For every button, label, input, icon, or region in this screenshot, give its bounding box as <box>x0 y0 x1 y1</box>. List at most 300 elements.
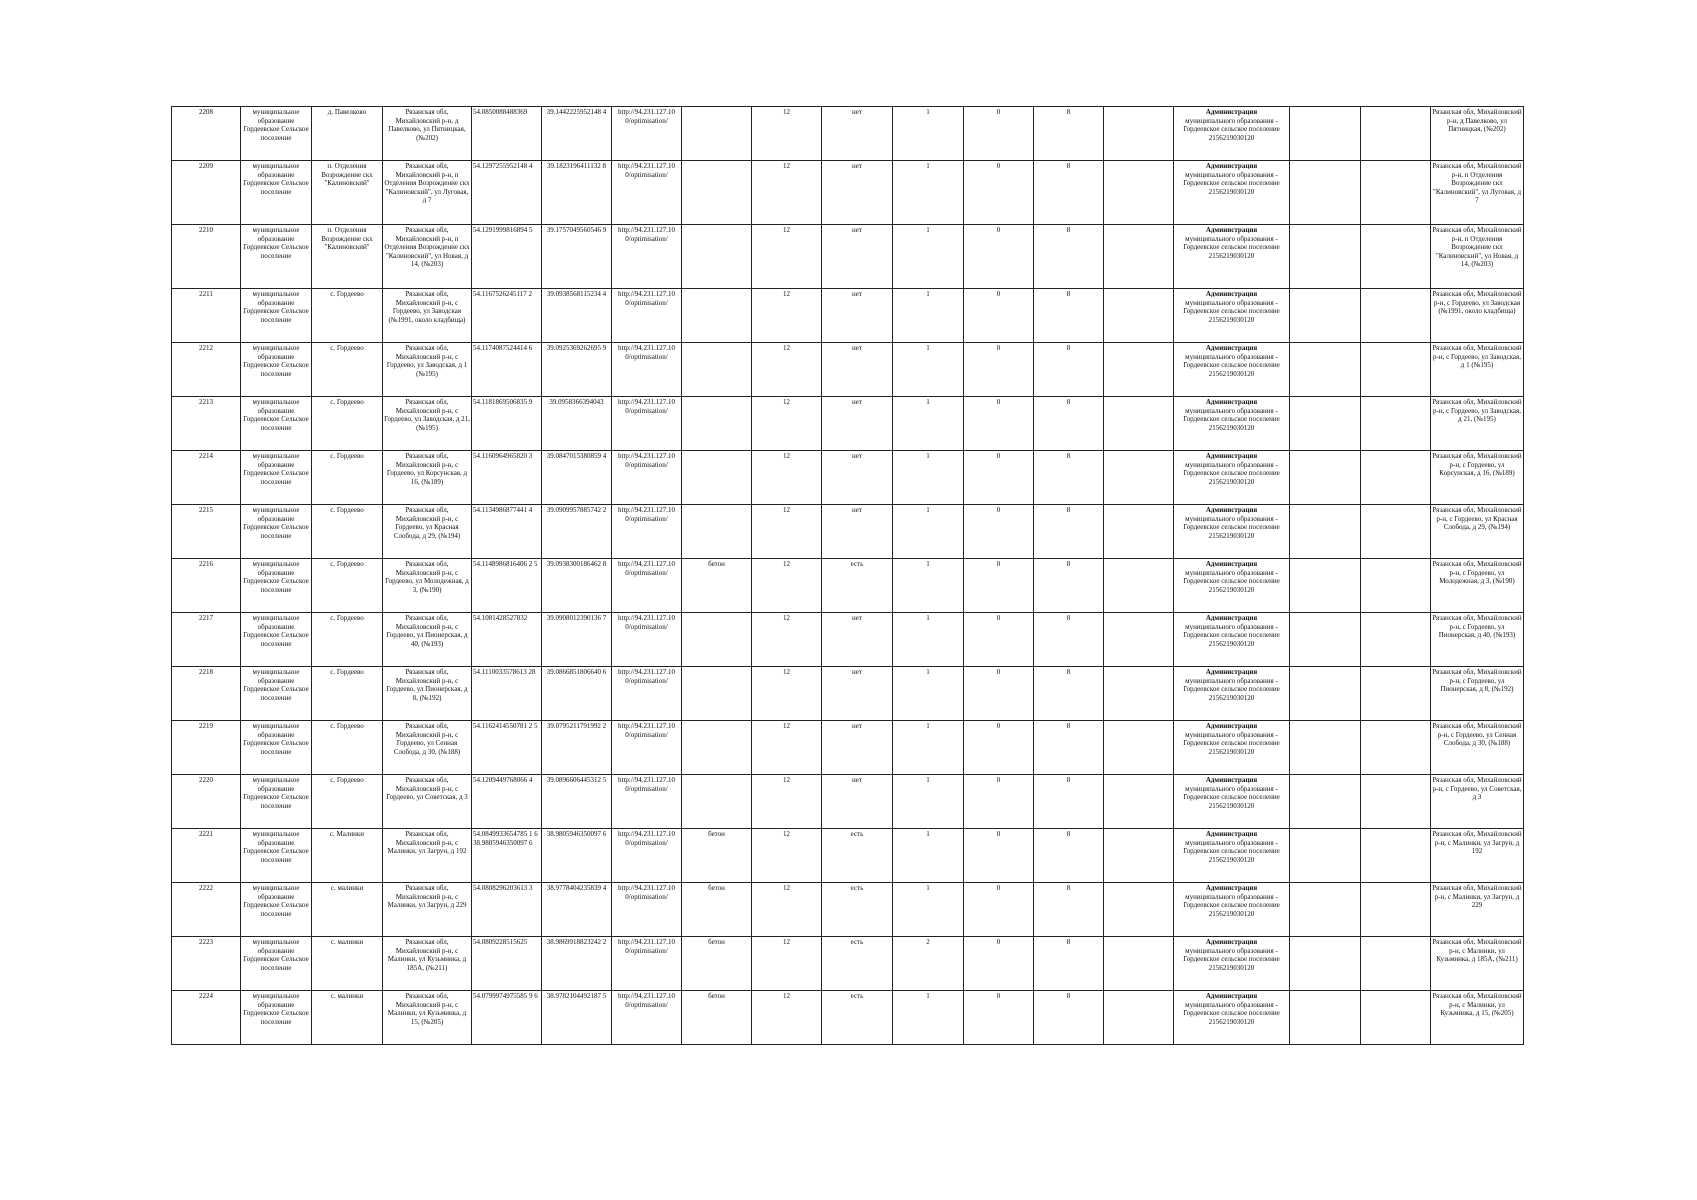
empty-cell <box>1361 107 1431 161</box>
count-2-cell: 0 <box>964 505 1034 559</box>
area-cell: 12 <box>752 451 822 505</box>
admin-line-2: муниципального образования - Гордеевское сельское поселение <box>1183 514 1280 532</box>
empty-cell <box>1361 991 1431 1045</box>
longitude-cell: 39.0908012390136 7 <box>542 613 612 667</box>
container-address-cell: Рязанская обл, Михайловский р-н, п Отделения Возрождение скх "Калиновский", ул Новая, д 14, (№203) <box>1431 225 1524 289</box>
admin-line-3: 2156219030120 <box>1208 639 1255 648</box>
count-2-cell: 0 <box>964 667 1034 721</box>
longitude-cell: 38.9782104492187 5 <box>542 991 612 1045</box>
table-row <box>172 937 1524 991</box>
container-address-cell: Рязанская обл, Михайловский р-н, с Гордеево, ул Сенная Слобода, д 30, (№188) <box>1431 721 1524 775</box>
address-cell: Рязанская обл, Михайловский р-н, п Отделения Возрождение скх "Калиновский", ул Луговая, д 7 <box>383 161 472 225</box>
latitude-cell: 54.0850088488369 <box>472 107 542 161</box>
count-2-cell: 0 <box>964 343 1034 397</box>
table-row <box>172 225 1524 289</box>
area-cell: 12 <box>752 775 822 829</box>
area-cell: 12 <box>752 343 822 397</box>
count-2-cell: 0 <box>964 225 1034 289</box>
container-address-cell: Рязанская обл, Михайловский р-н, с Малинки, ул Кузьминка, д 185А, (№211) <box>1431 937 1524 991</box>
url-cell: http://94.231.127.10 0/optimisation/ <box>612 289 682 343</box>
admin-line-3: 2156219030120 <box>1208 801 1255 810</box>
row-number: 2224 <box>172 991 241 1045</box>
admin-cell <box>1174 991 1290 1045</box>
organization-cell: муниципальное образование Гордеевское Сельское поселение <box>241 505 312 559</box>
empty-cell <box>1290 883 1361 937</box>
empty-cell <box>1104 883 1174 937</box>
url-cell: http://94.231.127.10 0/optimisation/ <box>612 161 682 225</box>
empty-cell <box>1104 937 1174 991</box>
longitude-cell: 38.9778404235839 4 <box>542 883 612 937</box>
address-cell: Рязанская обл, Михайловский р-н, с Гордеево, ул Сенная Слобода, д 30, (№188) <box>383 721 472 775</box>
count-3-cell: 8 <box>1034 225 1104 289</box>
empty-cell <box>1361 829 1431 883</box>
empty-cell <box>1104 107 1174 161</box>
count-3-cell: 8 <box>1034 721 1104 775</box>
area-cell: 12 <box>752 559 822 613</box>
container-address-cell: Рязанская обл, Михайловский р-н, с Гордеево, ул Молодежная, д 3, (№190) <box>1431 559 1524 613</box>
url-cell: http://94.231.127.10 0/optimisation/ <box>612 397 682 451</box>
row-number: 2209 <box>172 161 241 225</box>
cover-cell <box>682 289 752 343</box>
organization-cell: муниципальное образование Гордеевское Сельское поселение <box>241 289 312 343</box>
row-number: 2216 <box>172 559 241 613</box>
count-2-cell: 0 <box>964 613 1034 667</box>
longitude-cell: 39.1823196411132 8 <box>542 161 612 225</box>
address-cell: Рязанская обл, Михайловский р-н, д Павелково, ул Пятницкая, (№202) <box>383 107 472 161</box>
empty-cell <box>1361 559 1431 613</box>
latitude-cell: 54.1174087524414 6 <box>472 343 542 397</box>
empty-cell <box>1104 559 1174 613</box>
locality-cell: с. Гордеево <box>312 397 383 451</box>
cover-cell: бетон <box>682 991 752 1045</box>
count-3-cell: 8 <box>1034 289 1104 343</box>
count-1-cell: 1 <box>893 775 964 829</box>
container-address-cell: Рязанская обл, Михайловский р-н, с Гордеево, ул Пионерская, д 8, (№192) <box>1431 667 1524 721</box>
cover-cell <box>682 775 752 829</box>
area-cell: 12 <box>752 613 822 667</box>
row-number: 2213 <box>172 397 241 451</box>
admin-line-1: Администрация <box>1205 108 1258 116</box>
latitude-cell: 54.0808296203613 3 <box>472 883 542 937</box>
admin-cell <box>1174 559 1290 613</box>
admin-line-1: Администрация <box>1205 830 1258 838</box>
organization-cell: муниципальное образование Гордеевское Сельское поселение <box>241 343 312 397</box>
address-cell: Рязанская обл, Михайловский р-н, с Гордеево, ул Пионерская, д 8, (№192) <box>383 667 472 721</box>
admin-line-3: 2156219030120 <box>1208 585 1255 594</box>
url-cell: http://94.231.127.10 0/optimisation/ <box>612 451 682 505</box>
organization-cell: муниципальное образование Гордеевское Сельское поселение <box>241 775 312 829</box>
organization-cell: муниципальное образование Гордеевское Сельское поселение <box>241 107 312 161</box>
cover-cell <box>682 225 752 289</box>
row-number: 2218 <box>172 667 241 721</box>
admin-line-3: 2156219030120 <box>1208 477 1255 486</box>
row-number: 2223 <box>172 937 241 991</box>
empty-cell <box>1104 505 1174 559</box>
row-number: 2212 <box>172 343 241 397</box>
count-1-cell: 1 <box>893 505 964 559</box>
empty-cell <box>1104 613 1174 667</box>
row-number: 2219 <box>172 721 241 775</box>
count-1-cell: 1 <box>893 721 964 775</box>
organization-cell: муниципальное образование Гордеевское Сельское поселение <box>241 937 312 991</box>
admin-line-2: муниципального образования - Гордеевское сельское поселение <box>1183 892 1280 910</box>
url-cell: http://94.231.127.10 0/optimisation/ <box>612 721 682 775</box>
area-cell: 12 <box>752 161 822 225</box>
empty-cell <box>1104 397 1174 451</box>
count-3-cell: 8 <box>1034 343 1104 397</box>
table-row <box>172 991 1524 1045</box>
address-cell: Рязанская обл, Михайловский р-н, с Гордеево, ул Красная Слобода, д 29, (№194) <box>383 505 472 559</box>
empty-cell <box>1361 505 1431 559</box>
table-row <box>172 289 1524 343</box>
admin-cell <box>1174 451 1290 505</box>
admin-line-3: 2156219030120 <box>1208 187 1255 196</box>
table-row <box>172 397 1524 451</box>
count-1-cell: 1 <box>893 559 964 613</box>
container-address-cell: Рязанская обл, Михайловский р-н, с Гордеево, ул Заводская, д 1 (№195) <box>1431 343 1524 397</box>
admin-line-1: Администрация <box>1205 560 1258 568</box>
table-row <box>172 161 1524 225</box>
latitude-cell: 54.1209449768066 4 <box>472 775 542 829</box>
organization-cell: муниципальное образование Гордеевское Сельское поселение <box>241 161 312 225</box>
count-1-cell: 1 <box>893 451 964 505</box>
empty-cell <box>1104 289 1174 343</box>
organization-cell: муниципальное образование Гордеевское Сельское поселение <box>241 397 312 451</box>
empty-cell <box>1104 225 1174 289</box>
empty-cell <box>1361 883 1431 937</box>
area-cell: 12 <box>752 991 822 1045</box>
empty-cell <box>1290 991 1361 1045</box>
fence-cell: нет <box>822 451 893 505</box>
count-1-cell: 1 <box>893 289 964 343</box>
admin-line-1: Администрация <box>1205 884 1258 892</box>
locality-cell: п. Отделения Возрождение скх "Калиновский" <box>312 161 383 225</box>
count-3-cell: 8 <box>1034 883 1104 937</box>
table-row <box>172 451 1524 505</box>
cover-cell <box>682 505 752 559</box>
count-1-cell: 1 <box>893 343 964 397</box>
area-cell: 12 <box>752 829 822 883</box>
empty-cell <box>1290 451 1361 505</box>
admin-line-1: Администрация <box>1205 722 1258 730</box>
table-row <box>172 107 1524 161</box>
area-cell: 12 <box>752 225 822 289</box>
admin-line-1: Администрация <box>1205 506 1258 514</box>
organization-cell: муниципальное образование Гордеевское Сельское поселение <box>241 883 312 937</box>
row-number: 2222 <box>172 883 241 937</box>
address-cell: Рязанская обл, Михайловский р-н, с Гордеево, ул Заводская, д 21, (№195) <box>383 397 472 451</box>
admin-line-2: муниципального образования - Гордеевское сельское поселение <box>1183 676 1280 694</box>
organization-cell: муниципальное образование Гордеевское Сельское поселение <box>241 667 312 721</box>
longitude-cell: 39.0958366394043 <box>542 397 612 451</box>
empty-cell <box>1290 161 1361 225</box>
admin-cell <box>1174 397 1290 451</box>
admin-line-2: муниципального образования - Гордеевское сельское поселение <box>1183 234 1280 252</box>
longitude-cell: 38.9869918823242 2 <box>542 937 612 991</box>
fence-cell: есть <box>822 829 893 883</box>
admin-line-2: муниципального образования - Гордеевское сельское поселение <box>1183 298 1280 316</box>
empty-cell <box>1104 991 1174 1045</box>
fence-cell: нет <box>822 107 893 161</box>
count-1-cell: 1 <box>893 397 964 451</box>
admin-cell <box>1174 613 1290 667</box>
longitude-cell: 39.0938300186462 8 <box>542 559 612 613</box>
admin-line-1: Администрация <box>1205 452 1258 460</box>
count-3-cell: 8 <box>1034 937 1104 991</box>
latitude-cell: 54.0809228515625 <box>472 937 542 991</box>
fence-cell: есть <box>822 559 893 613</box>
empty-cell <box>1290 775 1361 829</box>
empty-cell <box>1361 225 1431 289</box>
organization-cell: муниципальное образование Гордеевское Сельское поселение <box>241 559 312 613</box>
admin-cell <box>1174 667 1290 721</box>
admin-line-2: муниципального образования - Гордеевское сельское поселение <box>1183 838 1280 856</box>
latitude-cell: 54.1134986877441 4 <box>472 505 542 559</box>
count-2-cell: 0 <box>964 397 1034 451</box>
address-cell: Рязанская обл, Михайловский р-н, с Гордеево, ул Советская, д 3 <box>383 775 472 829</box>
count-3-cell: 8 <box>1034 613 1104 667</box>
cover-cell <box>682 107 752 161</box>
locality-cell: с. Гордеево <box>312 559 383 613</box>
row-number: 2217 <box>172 613 241 667</box>
admin-line-2: муниципального образования - Гордеевское сельское поселение <box>1183 170 1280 188</box>
count-3-cell: 8 <box>1034 991 1104 1045</box>
count-2-cell: 0 <box>964 937 1034 991</box>
url-cell: http://94.231.127.10 0/optimisation/ <box>612 775 682 829</box>
empty-cell <box>1290 937 1361 991</box>
registry-table <box>171 106 1524 1045</box>
admin-line-1: Администрация <box>1205 614 1258 622</box>
fence-cell: нет <box>822 397 893 451</box>
longitude-cell: 39.0925369262695 9 <box>542 343 612 397</box>
empty-cell <box>1361 397 1431 451</box>
count-2-cell: 0 <box>964 289 1034 343</box>
admin-line-2: муниципального образования - Гордеевское сельское поселение <box>1183 730 1280 748</box>
empty-cell <box>1290 721 1361 775</box>
fence-cell: нет <box>822 289 893 343</box>
admin-line-2: муниципального образования - Гордеевское сельское поселение <box>1183 116 1280 134</box>
organization-cell: муниципальное образование Гордеевское Сельское поселение <box>241 451 312 505</box>
container-address-cell: Рязанская обл, Михайловский р-н, с Гордеево, ул Советская, д 3 <box>1431 775 1524 829</box>
admin-cell <box>1174 721 1290 775</box>
count-2-cell: 0 <box>964 161 1034 225</box>
address-cell: Рязанская обл, Михайловский р-н, с Гордеево, ул Заводская (№1991, около кладбища) <box>383 289 472 343</box>
row-number: 2211 <box>172 289 241 343</box>
fence-cell: нет <box>822 343 893 397</box>
container-address-cell: Рязанская обл, Михайловский р-н, д Павелково, ул Пятницкая, (№202) <box>1431 107 1524 161</box>
admin-cell <box>1174 505 1290 559</box>
cover-cell: бетон <box>682 829 752 883</box>
organization-cell: муниципальное образование Гордеевское Сельское поселение <box>241 613 312 667</box>
latitude-cell: 54.1167526245117 2 <box>472 289 542 343</box>
table-row <box>172 883 1524 937</box>
area-cell: 12 <box>752 289 822 343</box>
count-2-cell: 0 <box>964 883 1034 937</box>
admin-line-1: Администрация <box>1205 938 1258 946</box>
locality-cell: с. малинки <box>312 883 383 937</box>
fence-cell: нет <box>822 613 893 667</box>
container-address-cell: Рязанская обл, Михайловский р-н, с Малинки, ул Кузьминка, д 15, (№205) <box>1431 991 1524 1045</box>
count-3-cell: 8 <box>1034 451 1104 505</box>
admin-line-2: муниципального образования - Гордеевское сельское поселение <box>1183 460 1280 478</box>
cover-cell <box>682 667 752 721</box>
cover-cell: бетон <box>682 937 752 991</box>
row-number: 2210 <box>172 225 241 289</box>
longitude-cell: 39.1442225952148 4 <box>542 107 612 161</box>
admin-line-2: муниципального образования - Гордеевское сельское поселение <box>1183 568 1280 586</box>
empty-cell <box>1290 505 1361 559</box>
admin-line-3: 2156219030120 <box>1208 369 1255 378</box>
organization-cell: муниципальное образование Гордеевское Сельское поселение <box>241 721 312 775</box>
address-cell: Рязанская обл, Михайловский р-н, с Малинки, ул Кузьминка, д 185А, (№211) <box>383 937 472 991</box>
count-3-cell: 8 <box>1034 161 1104 225</box>
admin-line-1: Администрация <box>1205 398 1258 406</box>
empty-cell <box>1290 559 1361 613</box>
address-cell: Рязанская обл, Михайловский р-н, с Малинки, ул Загрун, д 192 <box>383 829 472 883</box>
admin-cell <box>1174 225 1290 289</box>
admin-cell <box>1174 775 1290 829</box>
admin-line-2: муниципального образования - Гордеевское сельское поселение <box>1183 352 1280 370</box>
admin-cell <box>1174 829 1290 883</box>
empty-cell <box>1361 451 1431 505</box>
empty-cell <box>1104 667 1174 721</box>
locality-cell: с. Гордеево <box>312 721 383 775</box>
cover-cell <box>682 451 752 505</box>
count-1-cell: 1 <box>893 667 964 721</box>
count-2-cell: 0 <box>964 451 1034 505</box>
empty-cell <box>1361 161 1431 225</box>
latitude-cell: 54.1181869506835 9 <box>472 397 542 451</box>
cover-cell <box>682 613 752 667</box>
longitude-cell: 39.1757049560546 9 <box>542 225 612 289</box>
url-cell: http://94.231.127.10 0/optimisation/ <box>612 883 682 937</box>
admin-line-2: муниципального образования - Гордеевское сельское поселение <box>1183 622 1280 640</box>
count-2-cell: 0 <box>964 721 1034 775</box>
row-number: 2215 <box>172 505 241 559</box>
admin-line-1: Администрация <box>1205 226 1258 234</box>
admin-line-3: 2156219030120 <box>1208 133 1255 142</box>
container-address-cell: Рязанская обл, Михайловский р-н, с Гордеево, ул Заводская (№1991, около кладбища) <box>1431 289 1524 343</box>
locality-cell: с. Малинки <box>312 829 383 883</box>
latitude-cell: 54.0799974975585 9 6 <box>472 991 542 1045</box>
longitude-cell: 39.0909957885742 2 <box>542 505 612 559</box>
locality-cell: с. Гордеево <box>312 505 383 559</box>
locality-cell: с. Гордеево <box>312 667 383 721</box>
address-cell: Рязанская обл, Михайловский р-н, с Малинки, ул Загрун, д 229 <box>383 883 472 937</box>
longitude-cell: 39.0938568115234 4 <box>542 289 612 343</box>
count-1-cell: 1 <box>893 883 964 937</box>
address-cell: Рязанская обл, Михайловский р-н, с Малинки, ул Кузьминка, д 15, (№205) <box>383 991 472 1045</box>
url-cell: http://94.231.127.10 0/optimisation/ <box>612 343 682 397</box>
admin-cell <box>1174 883 1290 937</box>
count-1-cell: 1 <box>893 107 964 161</box>
empty-cell <box>1290 289 1361 343</box>
admin-line-3: 2156219030120 <box>1208 531 1255 540</box>
area-cell: 12 <box>752 107 822 161</box>
locality-cell: с. Гордеево <box>312 289 383 343</box>
cover-cell <box>682 397 752 451</box>
table-row <box>172 613 1524 667</box>
table-row <box>172 775 1524 829</box>
address-cell: Рязанская обл, Михайловский р-н, с Гордеево, ул Пионерская, д 40, (№193) <box>383 613 472 667</box>
latitude-cell: 54.1291999816894 5 <box>472 225 542 289</box>
latitude-cell: 54.1081428527832 <box>472 613 542 667</box>
admin-line-1: Администрация <box>1205 290 1258 298</box>
longitude-cell: 39.0896606445312 5 <box>542 775 612 829</box>
admin-line-2: муниципального образования - Гордеевское сельское поселение <box>1183 406 1280 424</box>
container-address-cell: Рязанская обл, Михайловский р-н, п Отделения Возрождение скх "Калиновский", ул Луговая, д 7 <box>1431 161 1524 225</box>
url-cell: http://94.231.127.10 0/optimisation/ <box>612 991 682 1045</box>
empty-cell <box>1104 161 1174 225</box>
container-address-cell: Рязанская обл, Михайловский р-н, с Малинки, ул Загрун, д 229 <box>1431 883 1524 937</box>
fence-cell: есть <box>822 937 893 991</box>
count-3-cell: 8 <box>1034 775 1104 829</box>
admin-line-3: 2156219030120 <box>1208 1017 1255 1026</box>
admin-line-2: муниципального образования - Гордеевское сельское поселение <box>1183 946 1280 964</box>
admin-line-1: Администрация <box>1205 344 1258 352</box>
empty-cell <box>1361 343 1431 397</box>
admin-cell <box>1174 161 1290 225</box>
container-address-cell: Рязанская обл, Михайловский р-н, с Гордеево, ул Заводская, д 21, (№195) <box>1431 397 1524 451</box>
fence-cell: нет <box>822 721 893 775</box>
count-2-cell: 0 <box>964 829 1034 883</box>
table-row <box>172 667 1524 721</box>
latitude-cell: 54.1297255952148 4 <box>472 161 542 225</box>
empty-cell <box>1104 721 1174 775</box>
count-2-cell: 0 <box>964 775 1034 829</box>
fence-cell: нет <box>822 505 893 559</box>
address-cell: Рязанская обл, Михайловский р-н, с Гордеево, ул Молодежная, д 3, (№190) <box>383 559 472 613</box>
admin-line-2: муниципального образования - Гордеевское сельское поселение <box>1183 784 1280 802</box>
container-address-cell: Рязанская обл, Михайловский р-н, с Гордеево, ул Пионерская, д 40, (№193) <box>1431 613 1524 667</box>
table-row <box>172 343 1524 397</box>
url-cell: http://94.231.127.10 0/optimisation/ <box>612 829 682 883</box>
container-address-cell: Рязанская обл, Михайловский р-н, с Гордеево, ул Красная Слобода, д 29, (№194) <box>1431 505 1524 559</box>
empty-cell <box>1290 343 1361 397</box>
count-1-cell: 2 <box>893 937 964 991</box>
count-1-cell: 1 <box>893 225 964 289</box>
address-cell: Рязанская обл, Михайловский р-н, п Отделения Возрождение скх "Калиновский", ул Новая, д 14, (№203) <box>383 225 472 289</box>
url-cell: http://94.231.127.10 0/optimisation/ <box>612 667 682 721</box>
latitude-cell: 54.1160964965820 3 <box>472 451 542 505</box>
locality-cell: п. Отделения Возрождение скх "Калиновский" <box>312 225 383 289</box>
row-number: 2214 <box>172 451 241 505</box>
area-cell: 12 <box>752 505 822 559</box>
count-2-cell: 0 <box>964 559 1034 613</box>
empty-cell <box>1290 667 1361 721</box>
cover-cell: бетон <box>682 559 752 613</box>
longitude-cell: 39.0795211791992 2 <box>542 721 612 775</box>
url-cell: http://94.231.127.10 0/optimisation/ <box>612 613 682 667</box>
locality-cell: с. Гордеево <box>312 451 383 505</box>
registry-table-body <box>172 107 1524 1045</box>
empty-cell <box>1290 225 1361 289</box>
count-1-cell: 1 <box>893 161 964 225</box>
row-number: 2220 <box>172 775 241 829</box>
admin-line-1: Администрация <box>1205 776 1258 784</box>
url-cell: http://94.231.127.10 0/optimisation/ <box>612 505 682 559</box>
container-address-cell: Рязанская обл, Михайловский р-н, с Малинки, ул Загрун, д 192 <box>1431 829 1524 883</box>
count-3-cell: 8 <box>1034 505 1104 559</box>
address-cell: Рязанская обл, Михайловский р-н, с Гордеево, ул Корсунская, д 16, (№189) <box>383 451 472 505</box>
count-2-cell: 0 <box>964 991 1034 1045</box>
admin-cell <box>1174 343 1290 397</box>
locality-cell: с. Гордеево <box>312 613 383 667</box>
area-cell: 12 <box>752 883 822 937</box>
cover-cell <box>682 343 752 397</box>
locality-cell: с. Гордеево <box>312 775 383 829</box>
admin-line-3: 2156219030120 <box>1208 423 1255 432</box>
